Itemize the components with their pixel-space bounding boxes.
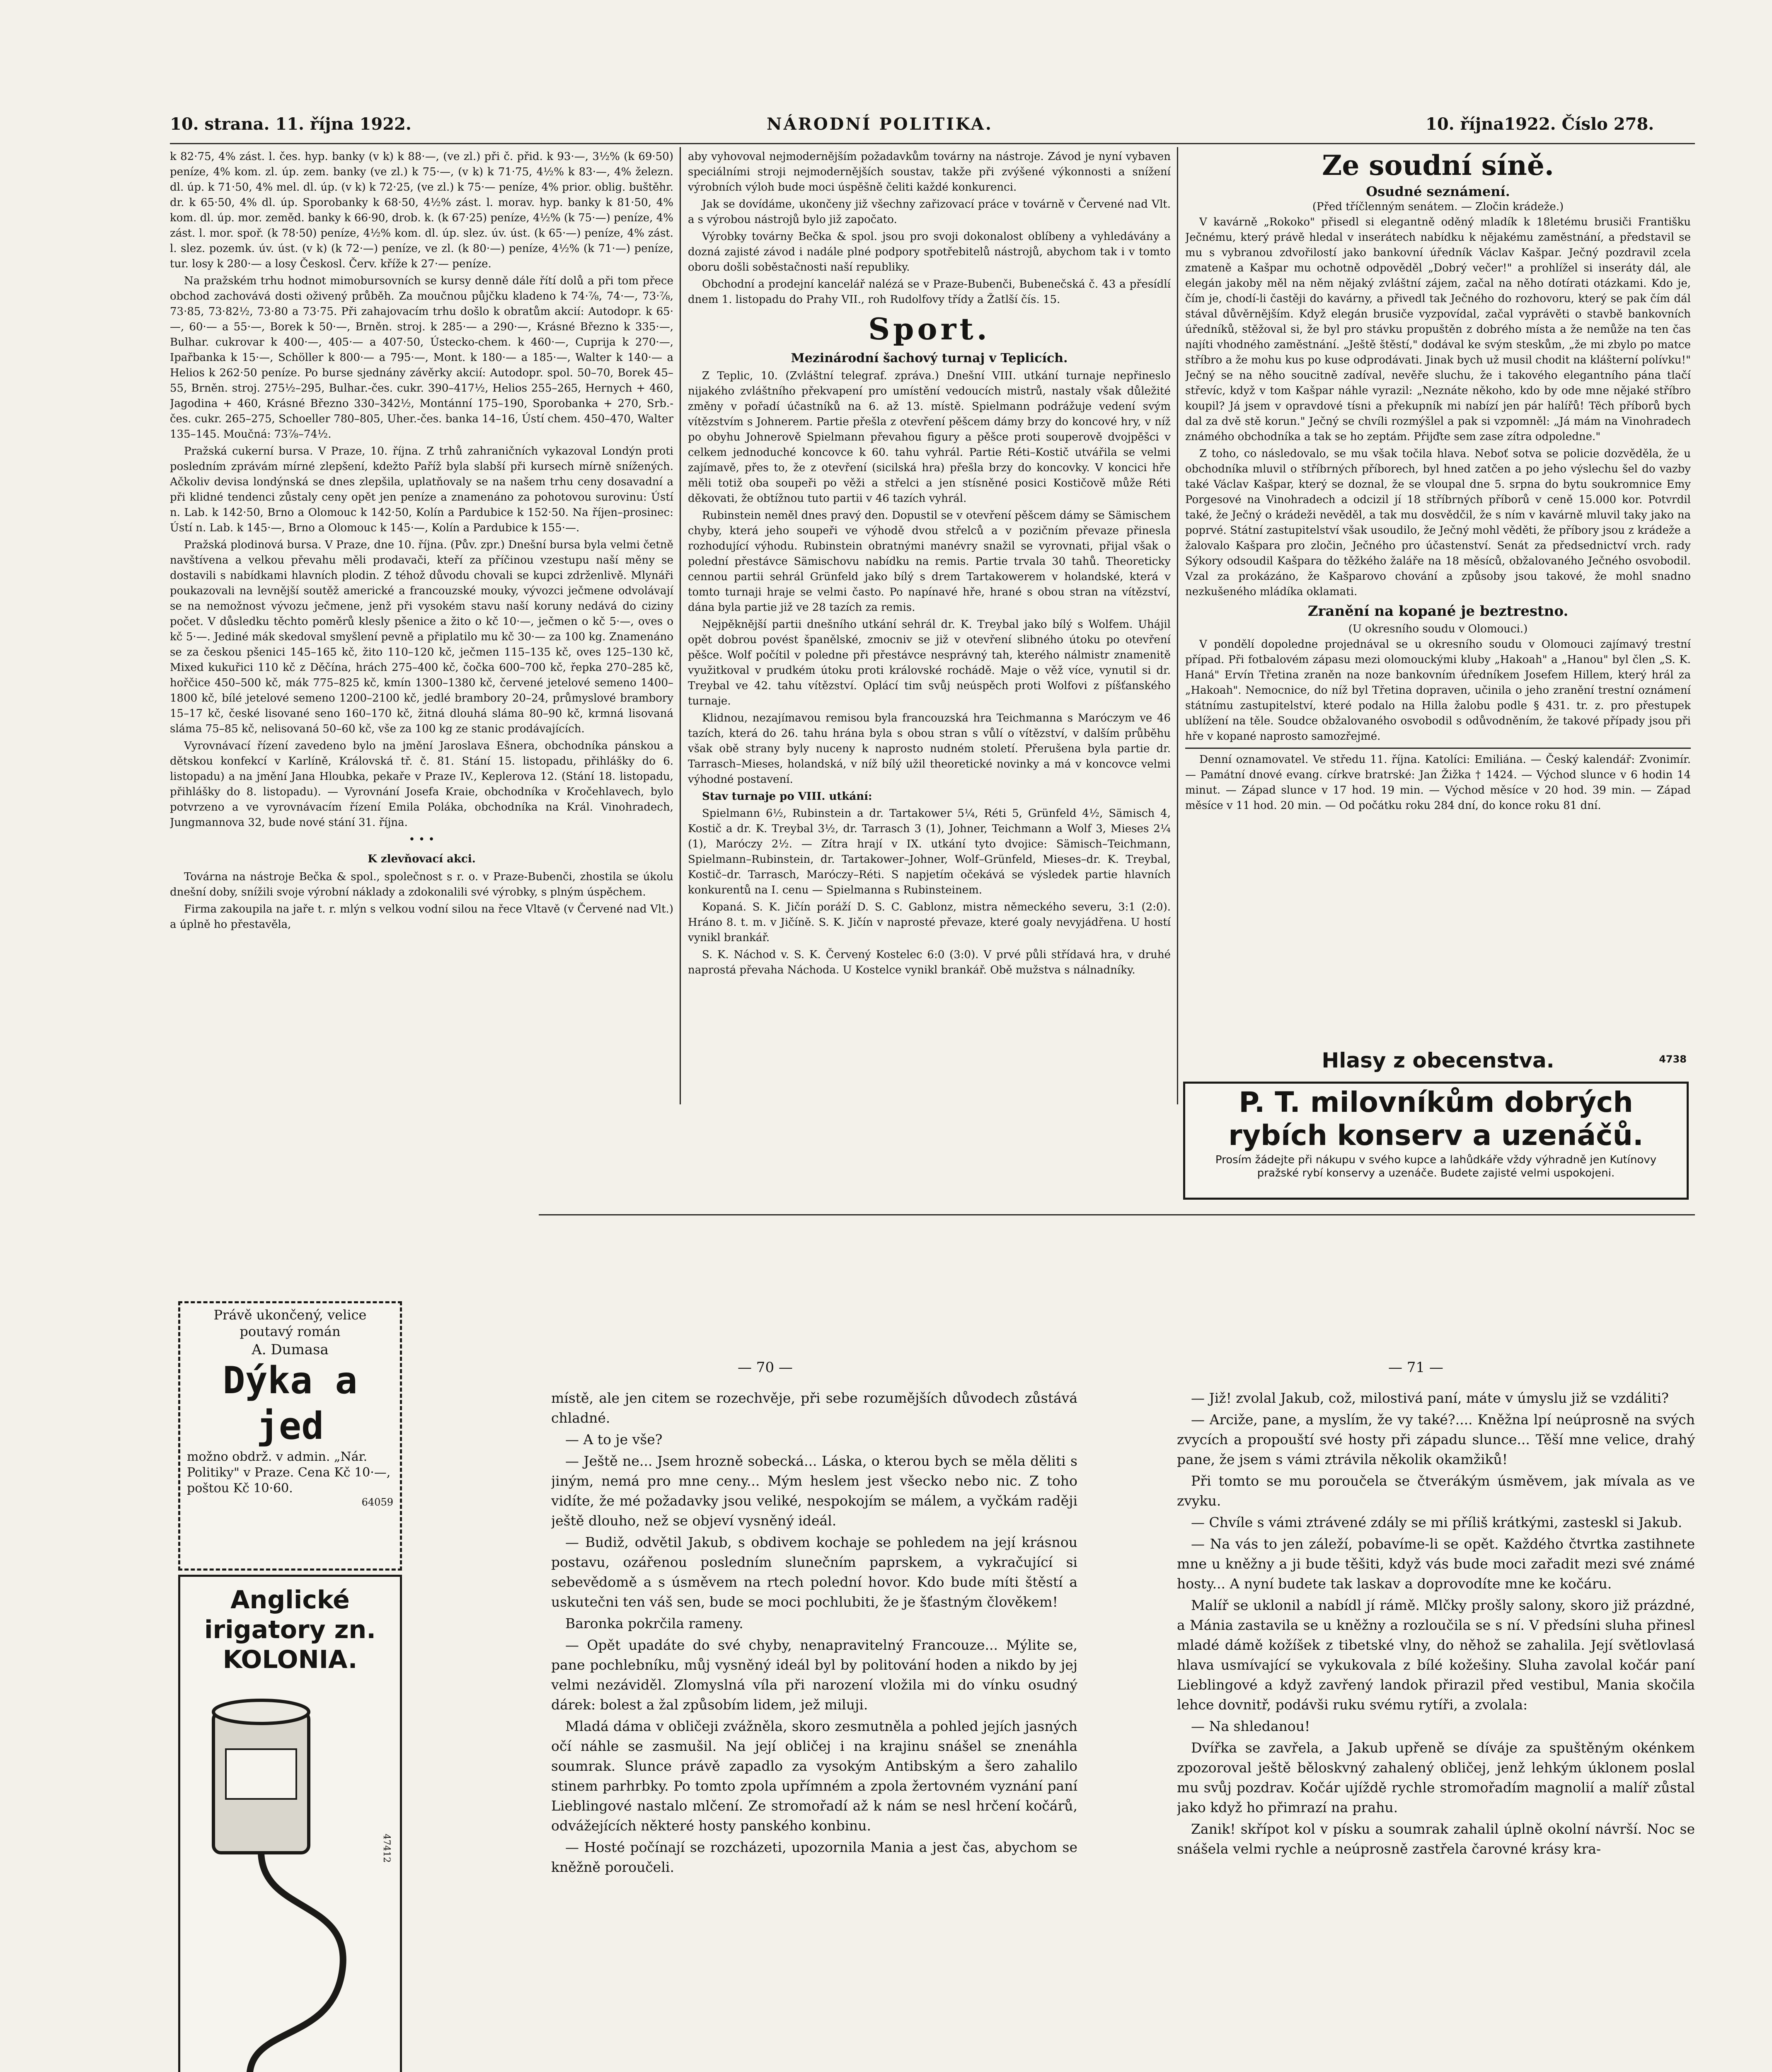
book-ad-intro: Právě ukončený, velice poutavý román: [213, 1307, 367, 1339]
novel-page-71-number: — 71 —: [1388, 1359, 1443, 1376]
novel70-p6: — Opět upadáte do své chyby, nenapravitelný Francouze... Mýlite se, pane pochlebníku, můj vysněný ideál byl by politování hoden a nikdo by jej velmi nezáviděl. Zlomyslná víla při narození vložila mi do vínku osudný dárek: bolest a žal způsobím lidem, jež miluji.: [551, 1637, 1077, 1713]
bond-prices: k 82·75, 4% zást. l. čes. hyp. banky (v k) k 88·—, (ve zl.) při č. přid. k 93·—, 3½% (k 69·50) peníze, 4% kom. zl. úp. zem. banky (ve zl.) k 75·—, (v k) k 71·75, 4½% k 83·—, 4% železn. dl. úp. k 71·50, 4% mel. dl. úp. (v k) k 72·25, (ve zl.) k 75·— peníze, 4% prior. oblig. buštěhr. dr. k 65·50, 4% dl. úp. Sporobanky k 68·50, 4½% zást. l. morav. hyp. banky k 81·50, 4% kom. dl. úp. mor. zeměd. banky k 66·90, drob. k. (k 67·25) peníze, 4½% (k 75·—) peníze, 4% zást. l. mor. spoř. (k 78·50) peníze, 4½% kom. dl. úp. slez. úv. úst. (k 65·—) peníze, 4% zást. l. slez. pozemk. úv. úst. (v k) (k 72·—) peníze, ve zl. (k 80·—) peníze, 4½% (k 71·—) peníze, tur. losy k 280·— a losy Českosl. Červ. kříže k 27·— peníze.: [170, 150, 673, 270]
novel71-p5: — Na vás to jen záleží, pobavíme-li se opět. Každého čtvrtka zastihnete mne u kněžny a ji bude těšiti, když vás bude moci zařadit mezi své známé hosty... A nyní budete tak laskav a doprovodíte mne ke kočáru.: [1177, 1536, 1695, 1592]
chess-report-3: Nejpěknější partii dnešního utkání sehrál dr. K. Treybal jako bílý s Wolfem. Uhájil opět dobrou povést španělské, zmocniv se již v otevření slibného útoku po otevření pěšce. Wolf počítil v poledne při přestávce nesprávný tah, kterého nálmistr znamenitě využitkoval v prudkém útoku proti královské rochádě. Maje o věž více, vynutil si dr. Treybal ve 42. tahu vítězství. Oplácí tim svůj neúspěch proti Wolfovi z píšťanského turnaje.: [688, 618, 1171, 707]
book-ad-text: možno obdrž. v admin. „Nár. Politiky" v Praze. Cena Kč 10·—, poštou Kč 10·60.: [187, 1450, 391, 1496]
factory-text-2: Jak se dovídáme, ukončeny již všechny zařizovací práce v továrně v Červené nad Vlt. a s výrobou nástrojů bylo již započato.: [688, 198, 1171, 226]
newspaper-title: NÁRODNÍ POLITIKA.: [767, 114, 993, 134]
fish-ad-line2: rybích konserv a uzenáčů.: [1228, 1119, 1644, 1152]
ad-number: 4738: [1659, 1053, 1687, 1065]
novel71-p7: — Na shledanou!: [1191, 1718, 1310, 1734]
sport-heading: Sport.: [868, 311, 990, 346]
novel-page-71: [1177, 1388, 1695, 2072]
calendar-rule: [1185, 748, 1691, 749]
chess-report-2: Rubinstein neměl dnes pravý den. Dopustil se v otevření pěšcem dámy se Sämischem chyby, která jeho soupeři ve výhodě dvou střelců a v pozičním převaze přinesla rozhodující výhodu. Rubinstein obratnými manévry snažil se vyrovnati, přijal však o polední přestávce Sämischovu nabídku na remis. Partie trvala 30 tahů. Theoreticky cennou partii sehrál Grünfeld jako bílý s drem Tartakowerem v holandské, která v tomto turnaji hraje se velmi často. Po napínavé hře, hrané s obou stran na vítězství, dána byla partie již ve 28 tazích za remis.: [688, 509, 1171, 614]
section-rule: [539, 1214, 1695, 1215]
novel71-p3: Při tomto se mu poroučela se čtverákým úsměvem, jak mívala as ve zvyku.: [1177, 1473, 1695, 1509]
fish-ad-text: Prosím žádejte při nákupu v svého kupce a lahůdkáře vždy výhradně jen Kutínovy pražské rybí konservy a uzenáče. Budete zajisté velmi uspokojeni.: [1215, 1154, 1657, 1179]
discount-heading: K zlevňovací akci.: [368, 853, 476, 865]
market-news-column: [170, 149, 673, 1401]
factory-text-3: Výrobky továrny Bečka & spol. jsou pro svoji dokonalost oblíbeny a vyhledávány a dozná zajisté závod i nadále plné podpory spotřebitelů nástrojů, abychom tak i v tomto oboru došli soběstačnosti naší republiky.: [688, 230, 1171, 274]
injury-heading: Zranění na kopané je beztrestno.: [1307, 603, 1569, 620]
public-voices-title: Hlasy z obecenstva.: [1322, 1048, 1554, 1072]
football-1: Kopaná. S. K. Jičín poráží D. S. C. Gablonz, mistra německého severu, 3:1 (2:0). Hráno 8. t. m. v Jičíně. S. K. Jičín v naprosté převaze, které goaly nevyjádřena. U hostí vynikl brankář.: [688, 901, 1171, 944]
standings-text: Spielmann 6½, Rubinstein a dr. Tartakower 5¼, Réti 5, Grünfeld 4½, Sämisch 4, Kostič a dr. K. Treybal 3½, dr. Tarrasch 3 (1), Johner, Teichmann a Wolf 3, Mieses 2¼ (1), Maróczy 2½. — Zítra hrají v IX. utkání tyto dvojice: Sämisch–Teichmann, Spielmann–Rubinstein, dr. Tartakower–Johner, Wolf–Grünfeld, Mieses–dr. K. Treybal, Kostič–dr. Tarrasch, Maróczy–Réti. S napjetím očekává se výsledek partie hlavních konkurentů na I. cenu — Spielmanna s Rubinsteinem.: [688, 807, 1171, 896]
factory-text-1: aby vyhovoval nejmodernějším požadavkům továrny na nástroje. Závod je nyní vybaven speciálními stroji nejmodernějších soustav, takže při zvýšené výkonnosti a snížení výrobních výloh bude moci úspěšně čeliti každé konkurenci.: [688, 150, 1171, 194]
novel70-p7: Mladá dáma v obličeji zvážněla, skoro zesmutněla a pohled jejích jasných očí náhle se zasmušil. Na její obličej i na krajinu snášel se znenáhla soumrak. Slunce právě zapadlo za vysokým Antibským a šero zahalilo stinem parhrbky. Po tomto zpola upřímném a zpola žertovném vyznání paní Lieblingové nastalo mlčení. Ze stromořadí až k nám se nesl hrčení kočárů, odvážejících některé hosty panského konbinu.: [551, 1718, 1077, 1834]
court-column: [1185, 149, 1691, 1044]
football-2: S. K. Náchod v. S. K. Červený Kostelec 6:0 (3:0). V prvé půli střídavá hra, v druhé naprostá převaha Náchoda. U Kostelce vynikl brankář. Obě mužstva s nálnadníky.: [688, 949, 1171, 976]
novel70-p4: — Budiž, odvětil Jakub, s obdivem kochaje se pohledem na její krásnou postavu, ozářenou posledním slunečním paprskem, a vykračující si sebevědomě a s úsměvem na rtech polední hovor. Kdo bude míti štěstí a uskutečni ten váš sen, bude se moci pochlubiti, že je šťastným člověkem!: [551, 1534, 1077, 1610]
column-divider-1: [680, 147, 681, 1104]
irrigator-title: Anglické irigatory zn. KOLONIA.: [204, 1585, 376, 1674]
irrigator-number: 47412: [381, 1834, 392, 1863]
public-voices-heading: [1185, 1048, 1691, 1072]
court-heading: Ze soudní síně.: [1322, 149, 1554, 182]
produce-exchange: Pražská plodinová bursa. V Praze, dne 10. října. (Pův. zpr.) Dnešní bursa byla velmi četně navštívena a velkou převahu měli prodavači, kteří za příčinou vzestupu naší měny se dostavili s nabídkami hlavních plodin. Z téhož důvodu chovali se kupci zdrženlivě. Mlynáři poukazovali na levnější soutěž americké a francouzské mouky, vývozci ječmene odvolávají se na nemožnost vývozu ječmene, jenž při vysokém stavu naší koruny nedává do ciziny počet. V důsledku těchto poměrů klesly pšenice a žito o kč 10·—, ječmen o kč 5·—, oves o kč 5·—. Jediné mák skedoval smyšlení pevně a připlatilo mu kč 30·— za 100 kg. Znamenáno se za českou pšenici 145–165 kč, žito 110–120 kč, ječmen 115–135 kč, oves 125–130 kč, Mixed kukuřici 110 kč z Děčína, hrách 275–400 kč, čočka 600–700 kč, řepka 270–285 kč, hořčice 450–500 kč, mák 775–825 kč, kmín 1300–1380 kč, červené jetelové semeno 1400–1800 kč, bílé jetelové semeno 1200–2100 kč, jedlé brambory 20–24, průmyslové brambory 15–17 kč, české lisované seno 160–170 kč, žitná dlouhá sláma 80–90 kč, krmná lisovaná sláma 75–85 kč, nelisovaná 50–60 kč, vše za 100 kg ze stanic prodávajících.: [170, 539, 673, 735]
chess-heading: Mezinárodní šachový turnaj v Teplicích.: [791, 351, 1068, 366]
fish-ad-line1: P. T. milovníkům dobrých: [1239, 1086, 1633, 1119]
header-rule: [170, 143, 1695, 144]
court-story-2: Z toho, co následovalo, se mu však točila hlava. Neboť sotva se policie dozvěděla, že u obchodníka mluvil o stříbrných příborech, byl hned zatčen a po jeho výslechu šel do vazby také Václav Kašpar, který se doznal, že se vloupal dne 5. srpna do bytu soukromnice Emy Porgesové na Vinohradech a odcizil jí 18 stříbrných příborů v ceně 15.000 kor. Potvrdil také, že Ječný o krádeži nevěděl, a tak mu dosvědčil, že s ním v kavárně mluvil taky jako na poprvé. Státní zastupitelství však usoudilo, že Ječný mohl věděti, že příbory jsou z krádeže a žalovalo Kašpara pro zločin, Ječného pro účastenství. Senát za předsednictví vrch. rady Sýkory odsoudil Kašpara do těžkého žaláře na 18 měsíců, obžalovaného Ječného osvobodil. Vzal za prokázáno, že Kašparovo chování a způsoby jsou takové, že mohl snadno nezkušeného mládíka oklamati.: [1185, 448, 1691, 598]
book-ad-title: Dýka a jed: [223, 1359, 358, 1448]
irrigator-lid: [213, 1700, 309, 1723]
court-senate-note: (Před tříčlenným senátem. — Zločin krádeže.): [1312, 201, 1564, 213]
court-subheading: Osudné seznámení.: [1366, 184, 1510, 199]
injury-story: V pondělí dopoledne projednával se u okresního soudu v Olomouci zajímavý trestní případ. Při fotbalovém zápasu mezi olomouckými kluby „Hakoah" a „Hanou" byl člen „S. K. Haná" Ervín Třetina zraněn na noze bankovním úředníkem Josefem Hillem, který hrál za „Hakoah". Nemocnice, do níž byl Třetina dopraven, učinila o jeho zranění trestní oznámení státnímu zastupitelství, které podalo na Hilla žalobu podle § 431. tr. z. pro přestupek ublížení na těle. Soudce obžalovaného osvobodil s odůvodněním, že takové případy jsou při hře v kopané naprosto samozřejmé.: [1185, 638, 1691, 743]
novel-page-70: [551, 1388, 1077, 2072]
daily-calendar: Denní oznamovatel. Ve středu 11. října. Katolíci: Emiliána. — Český kalendář: Zvonimír. — Památní dnové evang. církve bratrské: Jan Žižka † 1424. — Východ slunce v 6 hodin 14 minut. — Západ slunce v 17 hod. 19 min. — Východ měsíce v 20 hod. 39 min. — Západ měsíce v 11 hod. 20 min. — Od počátku roku 284 dní, do konce roku 81 dní.: [1185, 753, 1691, 812]
novel71-p6: Malíř se uklonil a nabídl jí rámě. Mlčky prošly salony, skoro již prázdné, a Mánia zastavila se u kněžny a rozloučila se s ní. V předsíni sluha přinesl mladé dámě kožíšek z tibetské vlny, do něhož se zahalila. Její světlovlasá hlava usmívající se vykukovala z bílé kožešiny. Sluha zavolal kočár paní Lieblingové a když zavřený landok přirazil před vestibul, Mania skočila lehce dovnitř, podávši ruku svému rytíři, a zvolala:: [1177, 1597, 1695, 1713]
novel70-p1: místě, ale jen citem se rozechvěje, při sebe rozumějších důvodech zůstává chladné.: [551, 1390, 1077, 1426]
separator-dots: • • •: [409, 833, 435, 846]
chess-report-4: Klidnou, nezajímavou remisou byla francouzská hra Teichmanna s Maróczym ve 46 tazích, která do 26. tahu hrána byla s obou stran s vůlí o vítězství, v dalším průběhu však obě strany byly nuceny k naprosto nudném století. Přerušena byla partie dr. Tarrasch–Mieses, holandská, v níž bílý užil theoretické novinky a má v koncovce velmi výhodné postavení.: [688, 712, 1171, 786]
book-ad-author: A. Dumasa: [252, 1341, 329, 1358]
novel71-p1: — Již! zvolal Jakub, což, milostivá paní, máte v úmyslu již se vzdáliti?: [1191, 1390, 1669, 1406]
header-date-right: 10. října1922. Číslo 278.: [1426, 114, 1654, 134]
court-story-1: V kavárně „Rokoko" přisedl si elegantně oděný mladík k 18letému brusiči Františku Ječnému, který právě hledal v inserátech nabídku k nějakému zaměstnání, a představil se mu s vybranou zdvořilostí jako bankovní úředník Václav Kašpar. Ječný pozdravil zcela zmateně a Kašpar mu ochotně odpověděl „Dobrý večer!" a prohlížel si inseráty dál, ale elegán jakoby měl na něm nějaký zvláštní zájem, začal na něho dotírati otázkami. Kdo je, čím je, chodí-li častěji do kavárny, a přivedl tak Ječného do rozhovoru, který se pak čím dál stával důvěrnějším. Když elegán brusiče vyzpovídal, začal vyprávěti o stavbě bankovních úředníků, stěžoval si, že byl pro stávku propuštěn z dobrého místa a že nemůže na ten čas najíti vhodného zaměstnání. „Ještě štěstí," dodával ke svým steskům, „že mi zbylo po matce stříbro a že mohu kus po kuse odprodávati. Jinak bych už musil chodit na klášterní polívku!" Ječný se na něho soucitně zadíval, nevěře sluchu, že i takového elegantního pána tlačí střevíc, když v tom Kašpar náhle vyrazil: „Neznáte někoho, kdo by ode mne nějaké stříbro koupil? Já jsem v opravdové tísni a překupník mi nabízí jen pár halířů! Těch příborů bych dal za dvě stě korun." Ječný se chvíli rozmýšlel a pak si vzpomněl: „Já mám na Vinohradech známého obchodníka a tak se ho zeptám. Přijďte sem zase zítra odpoledne.": [1185, 216, 1691, 443]
discount-text-1: Továrna na nástroje Bečka & spol., společnost s r. o. v Praze-Bubenči, zhostila se úkolu dnešní doby, snížili svoje výrobní náklady a zdokonalili své výrobky, s plným úspěchem.: [170, 871, 673, 898]
fish-conserve-ad: [1183, 1082, 1689, 1200]
irrigator-illustration: [180, 1683, 396, 2072]
column-divider-2: [1177, 147, 1178, 1104]
novel70-p3: — Ještě ne... Jsem hrozně sobecká... Láska, o kterou bych se měla děliti s jiným, nemá pro mne ceny... Mým heslem jest všecko nebo nic. Z toho vidíte, že mé požadavky jsou veliké, nespokojím se málem, a vyčkám raději ještě dlouho, než se objeví vysněný ideál.: [551, 1453, 1077, 1529]
irrigator-label: [226, 1749, 296, 1799]
book-ad-dyka: [178, 1301, 402, 1571]
injury-subheading: (U okresního soudu v Olomouci.): [1348, 623, 1528, 635]
novel70-p2: — A to je vše?: [565, 1431, 663, 1447]
factory-text-4: Obchodní a prodejní kancelář nalézá se v Praze-Bubenči, Bubenečská č. 43 a přesídlí dnem 1. listopadu do Prahy VII., roh Rudolfovy třídy a Žatlší čís. 15.: [688, 278, 1171, 306]
novel-page-70-number: — 70 —: [738, 1359, 793, 1376]
irrigator-tube: [249, 1853, 343, 2072]
novel71-p8: Dvířka se zavřela, a Jakub upřeně se díváje za spuštěným okénkem zpozoroval ještě běloskvný zahalený obličej, jenž lehkým úklonem poslal mu svůj pozdrav. Kočár ujíždě rychle stromořadím magnolií a malíř zůstal jako když ho přimrazí na prahu.: [1177, 1740, 1695, 1815]
novel70-p5: Baronka pokrčila rameny.: [565, 1615, 743, 1631]
novel71-p9: Zanik! skřípot kol v písku a soumrak zahalil úplně okolní návrší. Noc se snášela velmi rychle a neúprosně zastřela čarovné krásy kra-: [1177, 1821, 1695, 1857]
stocks-report: Na pražském trhu hodnot mimobursovních se kursy denně dále řítí dolů a při tom přece obchod zachovává dosti oživený průběh. Za moučnou půjčku kladeno k 74·⅞, 74·—, 73·⅞, 73·85, 73·82½, 73·80 a 73·75. Při zahajovacím trhu došlo k obratům akcií: Autodopr. k 65·—, 60·— a 55·—, Borek k 50·—, Brněn. stroj. k 285·— a 290·—, Krásné Březno k 335·—, Bulhar. cukrovar k 400·—, 405·— a 407·50, Ústecko-chem. k 460·—, Cuprija k 270·—, Ipařbanka k 15·—, Schöller k 800·— a 795·—, Mont. k 180·— a 185·—, Walter k 140·— a Helios k 262·50 peníze. Po burse sjednány závěrky akcií: Autodopr. spol. 50–70, Borek 45–55, Brněn. stroj. 275½–295, Bulhar.-čes. cukr. 390–417½, Helios 255–265, Hernych + 460, Jagodina + 460, Krásné Březno 330–342½, Montánní 175–190, Sporobanka + 270, Srb.-čes. cukr. 265–275, Schoeller 780–805, Uher.-čes. banka 14–16, Ústí chem. 450–470, Walter 135–145. Moučná: 73⅞–74½.: [170, 275, 673, 441]
irrigator-ad: [178, 1575, 402, 2072]
novel71-p4: — Chvíle s vámi ztrávené zdály se mi příliš krátkými, zasteskl si Jakub.: [1191, 1514, 1682, 1530]
discount-text-2: Firma zakoupila na jaře t. r. mlýn s velkou vodní silou na řece Vltavě (v Červené nad Vlt.) a úplně ho přestavěla,: [170, 903, 673, 931]
novel70-p8: — Hosté počínají se rozcházeti, upozornila Mania a jest čas, abychom se kněžně poroučeli.: [551, 1839, 1077, 1875]
header-date-left: 10. strana. 11. října 1922.: [170, 114, 412, 134]
sport-column: [688, 149, 1171, 1102]
settlement-notice: Vyrovnávací řízení zavedeno bylo na jmění Jaroslava Ešnera, obchodníka pánskou a dětskou konfekcí v Karlíně, Královská tř. č. 81. Stání 15. listopadu, přihlášky do 6. listopadu) a na jmění Jana Hloubka, pekaře v Praze IV., Keplerova 12. (Stání 18. listopadu, přihlášky do 8. listopadu). — Vyrovnání Josefa Kraie, obchodníka v Kročehlavech, bylo potvrzeno a ve vyrovnávacím řízení Emila Poláka, obchodníka na Král. Vinohradech, Jungmannova 32, bude nové stání 31. října.: [170, 740, 673, 829]
sugar-exchange: Pražská cukerní bursa. V Praze, 10. října. Z trhů zahraničních vykazoval Londýn proti posledním zprávám mírné zlepšení, kdežto Paříž byla slabší při kursech mírně snížených. Ačkoliv devisa londýnská se dnes zlepšila, uplatňovaly se na našem trhu ceny dosavadní a při klidné tendenci zůstaly ceny opět jen peníze a znamenáno za pohotovou surovinu: Ústí n. Lab. k 142·50, Brno a Olomouc k 142·50, Kolín a Pardubice k 152·50. Na říjen–prosinec: Ústí n. Lab. k 145·—, Brno a Olomouc k 145·—, Kolín a Pardubice k 155·—.: [170, 445, 673, 534]
chess-report-1: Z Teplic, 10. (Zvláštní telegraf. zpráva.) Dnešní VIII. utkání turnaje nepřineslo nijakého zvláštního překvapení pro umístění vedoucích mistrů, nastaly však důležité změny v pořadí účastníků na 6. až 13. místě. Spielmann podrážuje vedení svým vítězstvím s Johnerem. Partie přešla z otevření pěšcem dámy brzy do koncové hry, v níž po obyhu Johnerově Spielmann převahou figury a pěšce proti souperově dvojpěšci v celkem jednoduché koncovce k 60. tahu vyhrál. Partie Réti–Kostič utvářila se velmi zajímavě, přes to, že z otevření (sicilská hra) přešla brzy do koncovky. V koncici hře měli totiž oba soupeři po věži a střelci a jen stísněné posici Kostičově může Réti děkovati, že obtížnou tuto partii v 46 tazích vyhrál.: [688, 370, 1171, 505]
book-ad-number: 64059: [361, 1496, 393, 1508]
novel71-p2: — Arciže, pane, a myslím, že vy také?.... Kněžna lpí neúprosně na svých zvycích a propouští své hosty při západu slunce... Těší mne velice, drahý pane, že jsem s vámi ztrávila několik okamžiků!: [1177, 1411, 1695, 1467]
standings-heading: Stav turnaje po VIII. utkání:: [702, 790, 872, 803]
